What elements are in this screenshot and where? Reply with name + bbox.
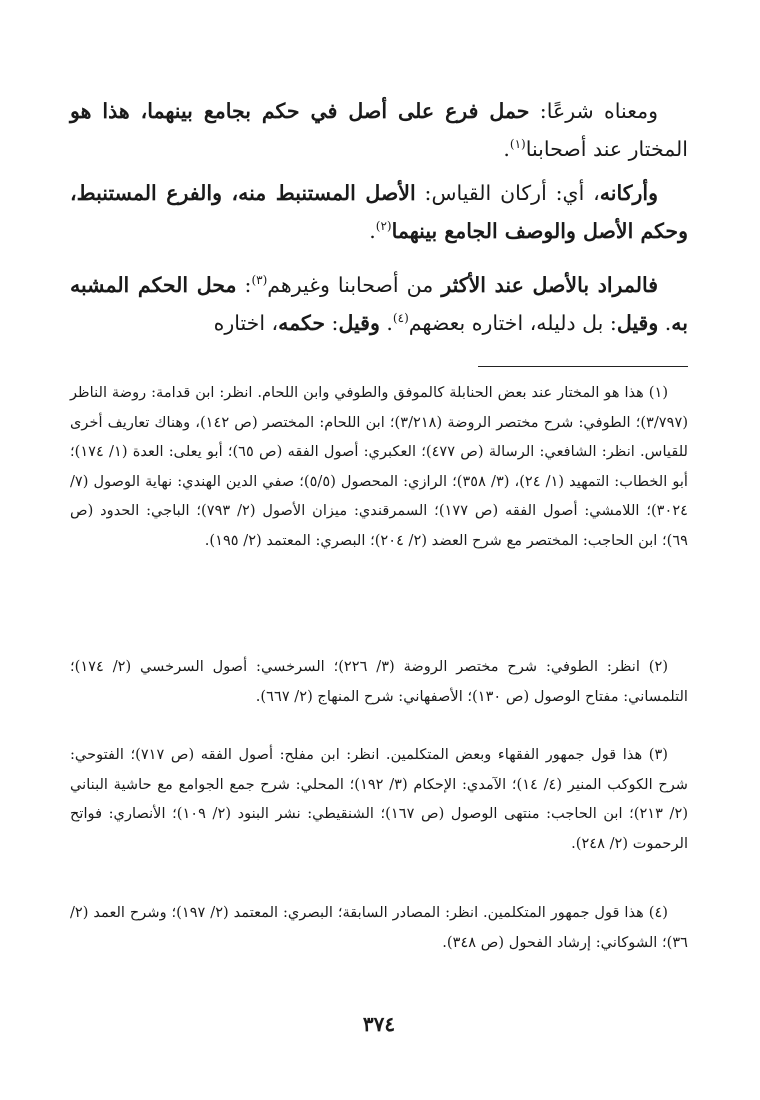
paragraph-3-sep-2: . [379, 311, 393, 335]
footnote-1-number: (١) [648, 384, 669, 401]
footnote-3-number: (٣) [648, 746, 668, 763]
paragraph-3-bold-3: وقيل [338, 311, 380, 335]
footnote-4-text: هذا قول جمهور المتكلمين. انظر: المصادر السابقة؛ البصري: المعتمد (٢/ ١٩٧)؛ وشرح العمد (٢/ ٣٦)؛ الشوكاني: إرشاد الفحول (ص ٣٤٨). [70, 904, 688, 951]
footnote-3 [70, 740, 688, 858]
paragraph-1-tail: المختار عند أصحابنا [525, 137, 688, 161]
footnote-separator [478, 366, 688, 367]
paragraph-2-lead: وأركانه [599, 181, 658, 205]
paragraph-2-end: . [369, 219, 376, 243]
paragraph-3-colon-2: : [325, 311, 339, 335]
footnote-3-text: هذا قول جمهور الفقهاء وبعض المتكلمين. انظر: ابن مفلح: أصول الفقه (ص ٧١٧)؛ الفتوحي: شرح الكوكب المنير (٤/ ١٤)؛ الآمدي: الإحكام (٣/ ١٩٢)؛ المحلي: شرح جمع الجوامع مع حاشية البناني (٢/ ٢١٣)؛ ابن الحاجب: منتهى الوصول (ص ١٦٧)؛ الشنقيطي: نشر البنود (٢/ ١٠٩)؛ الأنصاري: فواتح الرحموت (٢/ ٢٤٨). [70, 746, 689, 852]
paragraph-2-bold: الأصل المستنبط منه، والفرع المستنبط، وحكم الأصل والوصف الجامع بينهما [70, 181, 688, 243]
paragraph-3-middle: من أصحابنا وغيرهم [267, 273, 442, 297]
footnote-2-number: (٢) [648, 658, 669, 675]
footnote-2 [70, 652, 688, 711]
paragraph-3-middle-2: : بل دليله، اختاره بعضهم [408, 311, 617, 335]
paragraph-2 [70, 174, 688, 250]
page-number: ٣٧٤ [362, 1012, 396, 1036]
footnote-2-text: انظر: الطوفي: شرح مختصر الروضة (٣/ ٢٢٦)؛ السرخسي: أصول السرخسي (٢/ ١٧٤)؛ التلمساني: مفتاح الوصول (ص ١٣٠)؛ الأصفهاني: شرح المنهاج (٢/ ٦٦٧). [70, 658, 688, 705]
paragraph-1-end: . [503, 137, 510, 161]
paragraph-1-definition: حمل فرع على أصل في حكم بجامع بينهما، هذا هو [70, 99, 530, 123]
paragraph-3-colon: : [236, 273, 252, 297]
paragraph-3 [70, 266, 688, 342]
footnote-4 [70, 898, 688, 957]
document-page [70, 0, 688, 1100]
paragraph-2-middle: ، أي: أركان القياس: [415, 181, 600, 205]
paragraph-3-tail: ، اختاره [213, 311, 279, 335]
footnote-1 [70, 378, 688, 555]
footnote-ref-2: (٢) [375, 219, 392, 234]
paragraph-3-bold-1: محل الحكم المشبه به [70, 273, 688, 335]
paragraph-1 [70, 92, 688, 168]
footnote-4-number: (٤) [648, 904, 668, 921]
footnote-ref-4: (٤) [392, 311, 409, 326]
paragraph-3-bold-4: حكمه [278, 311, 326, 335]
paragraph-1-lead: ومعناه شرعًا: [529, 99, 658, 123]
paragraph-3-sep-1: . [658, 311, 672, 335]
footnote-ref-3: (٣) [251, 273, 268, 288]
footnote-ref-1: (١) [509, 137, 526, 152]
paragraph-3-bold-2: وقيل [616, 311, 659, 335]
paragraph-3-lead: فالمراد بالأصل عند الأكثر [441, 273, 658, 297]
footnote-1-text: هذا هو المختار عند بعض الحنابلة كالموفق والطوفي وابن اللحام. انظر: ابن قدامة: روضة الناظر (٣/٧٩٧)؛ الطوفي: شرح مختصر الروضة (٣/٢١٨)؛ ابن اللحام: المختصر (ص ١٤٢)، وهناك تعاريف أخرى للقياس. انظر: الشافعي: الرسالة (ص ٤٧٧)؛ العكبري: أصول الفقه (ص ٦٥)؛ أبو يعلى: العدة (١/ ١٧٤)؛ أبو الخطاب: التمهيد (١/ ٢٤)، (٣/ ٣٥٨)؛ الرازي: المحصول (٥/٥)؛ صفي الدين الهندي: نهاية الوصول (٧/ ٣٠٢٤)؛ اللامشي: أصول الفقه (ص ١٧٧)؛ السمرقندي: ميزان الأصول (٢/ ٧٩٣)؛ الباجي: الحدود (ص ٦٩)؛ ابن الحاجب: المختصر مع شرح العضد (٢/ ٢٠٤)؛ البصري: المعتمد (٢/ ١٩٥). [70, 384, 689, 549]
